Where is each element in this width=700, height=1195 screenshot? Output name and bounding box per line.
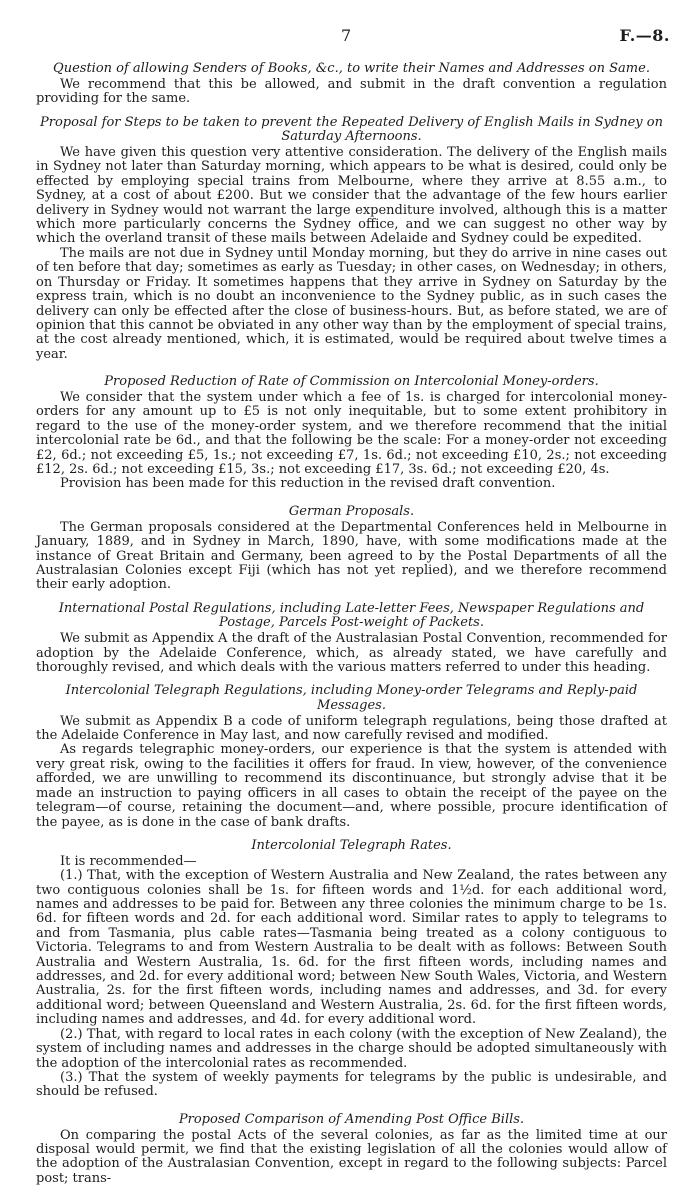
- paragraph: We consider that the system under which a fee of 1s. is charged for intercolonial money-orders for any amount up to £5 is not only inequitable, but to some extent prohibitory in regard to the use of the money-order system, and we therefore recommend that the initial intercolonial rate be 6d., and that the following be the scale: For a money-order not exceeding £2, 6d.; not exceeding £5, 1s.; not exceeding £7, 1s. 6d.; not exceeding £10, 2s.; not exceeding £12, 2s. 6d.; not exceeding £15, 3s.; not exceeding £17, 3s. 6d.; not exceeding £20, 4s.: [36, 390, 667, 478]
- page-number: 7: [341, 26, 352, 45]
- paragraph: The German proposals considered at the Departmental Conferences held in Melbourne in January, 1889, and in Sydney in March, 1890, have, with some modifications made at the instance of Great Britain and Germany, been agreed to by the Postal Departments of all the Australasian Colonies except Fiji (which has not yet replied), and we therefore recommend their early adoption.: [36, 519, 667, 593]
- paragraph: (3.) That the system of weekly payments for telegrams by the public is undesirable, and should be refused.: [36, 1069, 667, 1100]
- paragraph: On comparing the postal Acts of the several colonies, as far as the limited time at our disposal would permit, we find that the existing legislation of all the colonies would allow of the adoption of the Australasian Convention, except in regard to the following subjects: Parcel post; trans-: [36, 1127, 667, 1186]
- section-heading: Intercolonial Telegraph Regulations, including Money-order Telegrams and Reply-paid Messages.: [65, 683, 638, 713]
- paragraph: We recommend that this be allowed, and submit in the draft convention a regulation providing for the same.: [36, 76, 667, 107]
- section-heading: Proposed Comparison of Amending Post Office Bills.: [178, 1111, 525, 1127]
- paragraph: Provision has been made for this reduction in the revised draft convention.: [60, 476, 556, 492]
- section-heading: Proposal for Steps to be taken to prevent the Repeated Delivery of English Mails in Sydney on Saturday Afternoons.: [40, 114, 663, 145]
- section-heading: German Proposals.: [288, 503, 415, 519]
- document-body: [36, 62, 667, 1186]
- paragraph: It is recommended—: [60, 853, 197, 869]
- paragraph: We have given this question very attentive consideration. The delivery of the English mails in Sydney not later than Saturday morning, which appears to be what is desired, could only be effected by employing special trains from Melbourne, where they arrive at 8.55 a.m., to Sydney, at a cost of about £200. But we consider that the advantage of the few hours earlier delivery in Sydney would not warrant the large expenditure involved, although this is a matter which more particularly concerns the Sydney office, and we can suggest no other way by which the overland transit of these mails between Adelaide and Sydney could be expedited.: [36, 145, 667, 247]
- section-heading: Question of allowing Senders of Books, &c., to write their Names and Addresses on Same.: [53, 61, 650, 76]
- paragraph: (2.) That, with regard to local rates in each colony (with the exception of New Zealand), the system of including names and addresses in the charge should be adopted simultaneously with the adoption of the intercolonial rates as recommended.: [36, 1026, 667, 1071]
- section-heading: International Postal Regulations, including Late-letter Fees, Newspaper Regulations and Postage, Parcels Post-weight of Packets.: [58, 600, 645, 631]
- document-reference: F.—8.: [619, 26, 670, 45]
- paragraph: (1.) That, with the exception of Western Australia and New Zealand, the rates between any two contiguous colonies shall be 1s. for fifteen words and 1½d. for each additional word, names and addresses to be paid for. Between any three colonies the minimum charge to be 1s. 6d. for fifteen words and 2d. for each additional word. Similar rates to apply to telegrams to and from Tasmania, plus cable rates—Tasmania being treated as a colony contiguous to Victoria. Telegrams to and from Western Australia to be dealt with as follows: Between South Australia and Western Australia, 1s. 6d. for the first fifteen words, including names and addresses, and 2d. for every additional word; between New South Wales, Victoria, and Western Australia, 2s. for the first fifteen words, including names and addresses, and 3d. for every additional word; between Queensland and Western Australia, 2s. 6d. for the first fifteen words, including names and addresses, and 4d. for every additional word.: [36, 868, 667, 1028]
- page-header: [0, 26, 700, 48]
- paragraph: The mails are not due in Sydney until Monday morning, but they do arrive in nine cases out of ten before that day; sometimes as early as Tuesday; in other cases, on Wednesday; in others, on Thursday or Friday. It sometimes happens that they arrive in Sydney on Saturday by the express train, which is no doubt an inconvenience to the Sydney public, as in such cases the delivery can only be effected after the close of business-hours. But, as before stated, we are of opinion that this cannot be obviated in any other way than by the employment of special trains, at the cost already mentioned, which, it is estimated, would be required about twelve times a year.: [36, 245, 667, 362]
- paragraph: As regards telegraphic money-orders, our experience is that the system is attended with very great risk, owing to the facilities it offers for fraud. In view, however, of the convenience afforded, we are unwilling to recommend its discontinuance, but strongly advise that it be made an instruction to paying officers in all cases to obtain the receipt of the payee on the telegram—of course, retaining the document—and, where possible, procure identification of the payee, as is done in the case of bank drafts.: [36, 742, 667, 830]
- section-heading: Proposed Reduction of Rate of Commission on Intercolonial Money-orders.: [104, 374, 599, 390]
- section-heading: Intercolonial Telegraph Rates.: [251, 837, 452, 853]
- paragraph: We submit as Appendix A the draft of the Australasian Postal Convention, recommended for adoption by the Adelaide Conference, which, as already stated, we have carefully and thoroughly revised, and which deals with the various matters referred to under this heading.: [36, 631, 667, 675]
- paragraph: We submit as Appendix B a code of uniform telegraph regulations, being those drafted at the Adelaide Conference in May last, and now carefully revised and modified.: [36, 713, 667, 744]
